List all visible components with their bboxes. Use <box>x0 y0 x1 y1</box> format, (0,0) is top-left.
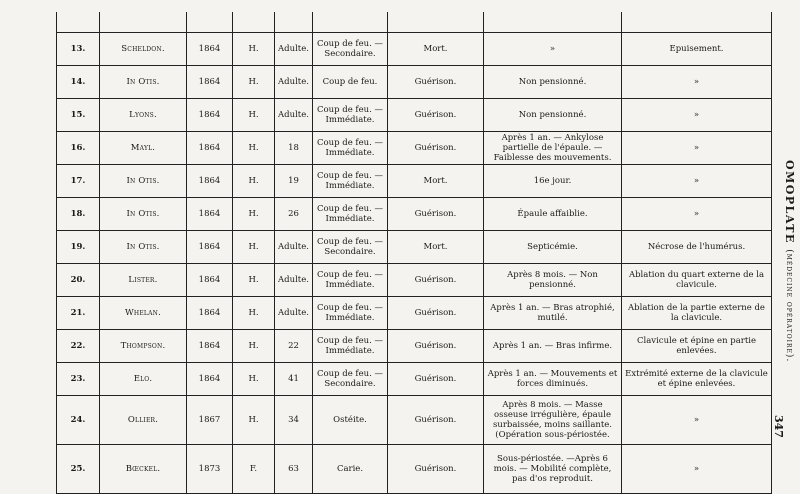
result-cell: Mort. <box>388 231 484 264</box>
surgeon-name-cell: Lyons. <box>100 99 187 132</box>
result-cell: Guérison. <box>388 396 484 445</box>
outcome-details-cell: Après 1 an. — Mouvements et forces diminués. <box>484 363 622 396</box>
notes-cell: Ablation de la partie externe de la clavicule. <box>622 297 772 330</box>
case-number-cell: 22. <box>57 330 100 363</box>
age-cell: Adulte. <box>275 297 313 330</box>
notes-cell: Epuisement. <box>622 33 772 66</box>
outcome-details-cell: Après 1 an. — Ankylose partielle de l'épaule. —Faiblesse des mouvements. <box>484 132 622 165</box>
notes-cell: » <box>622 396 772 445</box>
outcome-details-cell: Après 8 mois. — Non pensionné. <box>484 264 622 297</box>
year-cell: 1864 <box>187 66 233 99</box>
result-cell: Guérison. <box>388 264 484 297</box>
case-number-cell: 20. <box>57 264 100 297</box>
surgeon-name-cell: Thompson. <box>100 330 187 363</box>
table-row <box>57 198 772 231</box>
age-cell: 19 <box>275 165 313 198</box>
year-cell: 1864 <box>187 33 233 66</box>
table-top-blank-row <box>57 12 772 33</box>
table-row <box>57 99 772 132</box>
cause-cell: Carie. <box>313 445 388 494</box>
sex-cell: F. <box>233 445 275 494</box>
case-number-cell: 14. <box>57 66 100 99</box>
outcome-details-cell: » <box>484 33 622 66</box>
result-cell: Guérison. <box>388 330 484 363</box>
year-cell: 1864 <box>187 264 233 297</box>
cause-cell: Coup de feu. —Immédiate. <box>313 330 388 363</box>
outcome-details-cell: Après 8 mois. — Masse osseuse irrégulière, épaule surbaissée, moins saillante. (Opération sous-périostée. <box>484 396 622 445</box>
surgeon-name-cell: Mayl. <box>100 132 187 165</box>
age-cell: 63 <box>275 445 313 494</box>
table-row <box>57 396 772 445</box>
outcome-details-cell: Non pensionné. <box>484 99 622 132</box>
result-cell: Guérison. <box>388 297 484 330</box>
cause-cell: Ostéite. <box>313 396 388 445</box>
table-row <box>57 66 772 99</box>
table-row <box>57 264 772 297</box>
outcome-details-cell: Non pensionné. <box>484 66 622 99</box>
table-row <box>57 33 772 66</box>
notes-cell: » <box>622 445 772 494</box>
sex-cell: H. <box>233 132 275 165</box>
sex-cell: H. <box>233 363 275 396</box>
case-number-cell: 21. <box>57 297 100 330</box>
table-row <box>57 363 772 396</box>
age-cell: 22 <box>275 330 313 363</box>
notes-cell: Nécrose de l'humérus. <box>622 231 772 264</box>
cause-cell: Coup de feu. —Immédiate. <box>313 297 388 330</box>
cause-cell: Coup de feu. <box>313 66 388 99</box>
cause-cell: Coup de feu. — Secondaire. <box>313 363 388 396</box>
age-cell: 26 <box>275 198 313 231</box>
cause-cell: Coup de feu. — Secondaire. <box>313 231 388 264</box>
sex-cell: H. <box>233 231 275 264</box>
case-number-cell: 16. <box>57 132 100 165</box>
result-cell: Guérison. <box>388 66 484 99</box>
table-row <box>57 445 772 494</box>
case-number-cell: 25. <box>57 445 100 494</box>
case-number-cell: 18. <box>57 198 100 231</box>
outcome-details-cell: Sous-périostée. —Après 6 mois. — Mobilité complète, pas d'os reproduit. <box>484 445 622 494</box>
cause-cell: Coup de feu. —Immédiate. <box>313 165 388 198</box>
result-cell: Guérison. <box>388 198 484 231</box>
table-row <box>57 165 772 198</box>
case-number-cell: 23. <box>57 363 100 396</box>
table-row <box>57 297 772 330</box>
case-number-cell: 24. <box>57 396 100 445</box>
year-cell: 1864 <box>187 132 233 165</box>
sex-cell: H. <box>233 165 275 198</box>
year-cell: 1864 <box>187 198 233 231</box>
cause-cell: Coup de feu. —Immédiate. <box>313 99 388 132</box>
table-row <box>57 330 772 363</box>
notes-cell: Clavicule et épine en partie enlevées. <box>622 330 772 363</box>
sex-cell: H. <box>233 99 275 132</box>
result-cell: Mort. <box>388 33 484 66</box>
notes-cell: Extrémité externe de la clavicule et épine enlevées. <box>622 363 772 396</box>
notes-cell: » <box>622 165 772 198</box>
year-cell: 1864 <box>187 99 233 132</box>
surgeon-name-cell: Elo. <box>100 363 187 396</box>
age-cell: 18 <box>275 132 313 165</box>
outcome-details-cell: 16e jour. <box>484 165 622 198</box>
case-number-cell: 19. <box>57 231 100 264</box>
surgeon-name-cell: In Otis. <box>100 66 187 99</box>
year-cell: 1864 <box>187 165 233 198</box>
result-cell: Guérison. <box>388 132 484 165</box>
cases-table <box>56 12 772 494</box>
page-number: 347 <box>772 415 785 438</box>
sex-cell: H. <box>233 330 275 363</box>
sex-cell: H. <box>233 396 275 445</box>
side-title-main: OMOPLATE <box>783 160 796 244</box>
outcome-details-cell: Après 1 an. — Bras atrophié, mutilé. <box>484 297 622 330</box>
year-cell: 1864 <box>187 297 233 330</box>
notes-cell: Ablation du quart externe de la clavicule. <box>622 264 772 297</box>
year-cell: 1864 <box>187 363 233 396</box>
result-cell: Guérison. <box>388 445 484 494</box>
age-cell: Adulte. <box>275 99 313 132</box>
age-cell: Adulte. <box>275 33 313 66</box>
surgeon-name-cell: In Otis. <box>100 198 187 231</box>
year-cell: 1864 <box>187 231 233 264</box>
age-cell: 34 <box>275 396 313 445</box>
age-cell: Adulte. <box>275 264 313 297</box>
table-body <box>57 12 772 494</box>
outcome-details-cell: Septicémie. <box>484 231 622 264</box>
year-cell: 1867 <box>187 396 233 445</box>
outcome-details-cell: Épaule affaiblie. <box>484 198 622 231</box>
age-cell: Adulte. <box>275 66 313 99</box>
sex-cell: H. <box>233 33 275 66</box>
age-cell: 41 <box>275 363 313 396</box>
sex-cell: H. <box>233 198 275 231</box>
result-cell: Mort. <box>388 165 484 198</box>
case-number-cell: 13. <box>57 33 100 66</box>
age-cell: Adulte. <box>275 231 313 264</box>
notes-cell: » <box>622 132 772 165</box>
year-cell: 1873 <box>187 445 233 494</box>
result-cell: Guérison. <box>388 99 484 132</box>
notes-cell: » <box>622 198 772 231</box>
table-row <box>57 231 772 264</box>
surgeon-name-cell: Lister. <box>100 264 187 297</box>
sex-cell: H. <box>233 264 275 297</box>
notes-cell: » <box>622 99 772 132</box>
outcome-details-cell: Après 1 an. — Bras infirme. <box>484 330 622 363</box>
cause-cell: Coup de feu. —Secondaire. <box>313 33 388 66</box>
surgeon-name-cell: Bœckel. <box>100 445 187 494</box>
sex-cell: H. <box>233 66 275 99</box>
case-number-cell: 15. <box>57 99 100 132</box>
cause-cell: Coup de feu. —Immédiate. <box>313 198 388 231</box>
side-title-sub: (médecine opératoire). <box>784 249 794 363</box>
table-row <box>57 132 772 165</box>
surgeon-name-cell: Whelan. <box>100 297 187 330</box>
sex-cell: H. <box>233 297 275 330</box>
surgeon-name-cell: In Otis. <box>100 231 187 264</box>
notes-cell: » <box>622 66 772 99</box>
cause-cell: Coup de feu. —Immédiate. <box>313 132 388 165</box>
result-cell: Guérison. <box>388 363 484 396</box>
cause-cell: Coup de feu. —Immédiate. <box>313 264 388 297</box>
surgeon-name-cell: Ollier. <box>100 396 187 445</box>
year-cell: 1864 <box>187 330 233 363</box>
surgeon-name-cell: Scheldon. <box>100 33 187 66</box>
surgeon-name-cell: In Otis. <box>100 165 187 198</box>
case-number-cell: 17. <box>57 165 100 198</box>
